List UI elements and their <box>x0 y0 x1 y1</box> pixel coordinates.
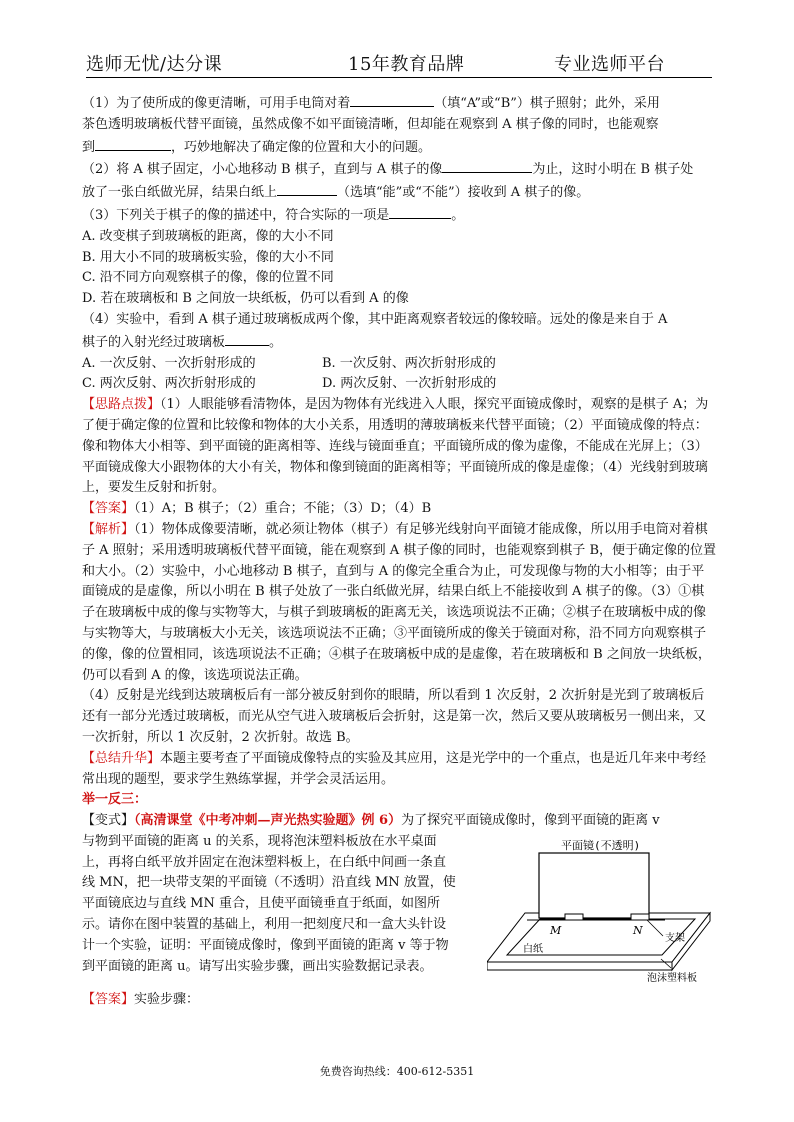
q4-option-d: D. 两次反射、一次折射形成的 <box>322 376 497 392</box>
q1-text-c: 茶色透明玻璃板代替平面镜，虽然成像不如平面镜清晰，但却能在观察到 A 棋子像的同时，也能观察 <box>82 116 659 132</box>
variant-line-4: 线 MN，把一块带支架的平面镜（不透明）沿直线 MN 放置，使 <box>82 875 456 891</box>
analysis-part-4: （4）反射是光线到达玻璃板后有一部分被反射到你的眼睛，所以看到 1 次反射，2 次折射是光到了玻璃板后还有一部分光透过玻璃板，而光从空气进入玻璃板后会折射，这是第一次，然后又要从玻璃板另一侧出来，又一次折射，所以 1 次反射，2 次折射。故选 B。 <box>82 688 707 745</box>
variant-line-5: 平面镜底边与直线 MN 重合，且使平面镜垂直于纸面，如图所 <box>82 896 440 912</box>
variant-line-6: 示。请你在图中装置的基础上，利用一把刻度尺和一盒大头针设 <box>82 917 447 933</box>
q2 <box>82 158 716 204</box>
stand-left <box>565 914 583 920</box>
answer-text: （1）A；B 棋子；（2）重合；不能；（3）D；（4）B <box>134 501 432 517</box>
stand-right <box>631 914 649 920</box>
q1-text-a: （1）为了使所成的像更清晰，可用手电筒对着 <box>82 96 351 111</box>
q3-option-c: C. 沿不同方向观察棋子的像，像的位置不同 <box>82 270 334 286</box>
q4-stem <box>82 310 716 354</box>
hint <box>82 395 716 499</box>
q1-blank-2[interactable] <box>95 136 171 151</box>
header-left: 选师无忧/达分课 <box>86 54 223 75</box>
q2-text-c: 放了一张白纸做光屏，结果白纸上 <box>82 185 278 201</box>
q2-text-b: 为止，这时小明在 B 棋子处 <box>532 162 694 178</box>
mirror-apparatus-figure <box>487 835 715 985</box>
q2-text-a: （2）将 A 棋子固定，小心地移动 B 棋子，直到与 A 棋子的像 <box>82 162 443 178</box>
footer-hotline: 免费咨询热线：400-612-5351 <box>319 1065 475 1078</box>
answer-2-text: 实验步骤： <box>134 992 200 1007</box>
header-right: 专业选师平台 <box>554 54 665 75</box>
header-center: 15年教育品牌 <box>348 54 465 75</box>
analysis-text: （1）物体成像要清晰，就必须让物体（棋子）有足够光线射向平面镜才能成像，所以用手电筒对着棋子 A 照射；采用透明玻璃板代替平面镜，能在观察到 A 棋子像的同时，也能观察到棋子 B，便于确定像的位置和大小。（2）实验中，小心地移动 B 棋子，直到与 A 的像完全重合为止，可发现像与物的大小相等；由于平面镜成的是虚像，所以小明在 B 棋子处放了一张白纸做光屏，结果白纸上不能接收到 A 棋子的像。（3）①棋子在玻璃板中成的像与实物等大，与棋子到玻璃板的距离无关，该选项说法不正确；②棋子在玻璃板中成的像与实物等大，与玻璃板大小无关，该选项说法不正确；③平面镜所成的像关于镜面对称，沿不同方向观察棋子的像，像的位置相同，该选项说法不正确；④棋子在玻璃板中成的是虚像，若在玻璃板和 B 之间放一块纸板，仍可以看到 A 的像，该选项说法正确。 <box>82 521 716 683</box>
q4-option-a: A. 一次反射、一次折射形成的 <box>82 355 256 371</box>
n-label: N <box>633 924 643 937</box>
q2-blank-1[interactable] <box>442 158 532 173</box>
q3-text-b: 。 <box>451 207 465 223</box>
q1 <box>82 92 716 158</box>
variant-line-3: 上，再将白纸平放并固定在泡沫塑料板上，在白纸中间画一条直 <box>82 854 447 870</box>
board-label: 泡沫塑料板 <box>647 973 697 984</box>
q3-text-a: （3）下列关于棋子的像的描述中，符合实际的一项是 <box>82 207 390 223</box>
m-label: M <box>550 924 562 937</box>
q1-text-b: （填“A”或“B”）棋子照射；此外，采用 <box>434 96 660 111</box>
hint-text: （1）人眼能够看清物体，是因为物体有光线进入人眼，探究平面镜成像时，观察的是棋子 A；为了便于确定像的位置和比较像和物体的大小关系，用透明的薄玻璃板来代替平面镜；（2）平面镜成像的特点：像和物体大小相等、到平面镜的距离相等、连线与镜面垂直；平面镜所成的像为虚像，不能成在光屏上；（3）平面镜成像大小跟物体的大小有关，物体和像到镜面的距离相等；平面镜所成的像是虚像；（4）光线射到玻璃上，要发生反射和折射。 <box>82 397 709 496</box>
analysis <box>82 520 716 686</box>
paper-label: 白纸 <box>523 944 543 955</box>
q1-blank-1[interactable] <box>350 92 434 107</box>
summary-label: 【总结升华】 <box>82 750 161 766</box>
variant-line-7: 计一个实验，证明：平面镜成像时，像到平面镜的距离 v 等于物 <box>82 937 449 953</box>
variant-label: 【变式】 <box>82 813 135 829</box>
section-title: 举一反三： <box>82 792 148 808</box>
header-rule <box>86 77 712 78</box>
q4-options-row-1 <box>82 354 716 375</box>
variant-line-8: 到平面镜的距离 u。请写出实验步骤，画出实验数据记录表。 <box>82 958 433 974</box>
q4-blank[interactable] <box>225 331 269 346</box>
q3-blank[interactable] <box>389 204 451 219</box>
hint-label: 【思路点拨】 <box>82 397 161 413</box>
q2-text-d: （选填“能”或“不能”）接收到 A 棋子的像。 <box>337 185 590 201</box>
q4-option-b: B. 一次反射、两次折射形成的 <box>322 355 496 371</box>
q3-option-b: B. 用大小不同的玻璃板实验，像的大小不同 <box>82 249 334 265</box>
q3-option-d: D. 若在玻璃板和 B 之间放一块纸板，仍可以看到 A 的像 <box>82 291 409 307</box>
mirror-label: 平面镜(不透明) <box>561 839 641 852</box>
q2-blank-2[interactable] <box>277 181 337 196</box>
q4-text-a: （4）实验中，看到 A 棋子通过玻璃板成两个像，其中距离观察者较远的像较暗。远处的像是来自于 A <box>82 311 668 327</box>
q1-text-d: 到 <box>82 139 96 155</box>
q1-text-e: ，巧妙地解决了确定像的位置和大小的问题。 <box>171 139 432 155</box>
variant-source: （高清课堂《中考冲刺—声光热实验题》例 6） <box>134 813 402 829</box>
answer <box>82 499 716 520</box>
page-header <box>86 48 712 78</box>
q4-options-row-2 <box>82 374 716 395</box>
analysis-label: 【解析】 <box>82 521 135 537</box>
foam-board-front <box>487 962 672 970</box>
summary-text: 本题主要考查了平面镜成像特点的实验及其应用，这是光学中的一个重点，也是近几年来中考经常出现的题型，要求学生熟练掌握，并学会灵活运用。 <box>82 750 707 787</box>
variant-text-1: 为了探究平面镜成像时，像到平面镜的距离 v <box>401 813 660 829</box>
apparatus-diagram <box>487 835 715 985</box>
q4-option-c: C. 两次反射、两次折射形成的 <box>82 376 256 392</box>
variant-line-1 <box>82 811 716 832</box>
summary <box>82 749 716 791</box>
answer-2 <box>82 988 199 1007</box>
q3-option-a: A. 改变棋子到玻璃板的距离，像的大小不同 <box>82 228 334 244</box>
variant-line-2: 与物到平面镜的距离 u 的关系，现将泡沫塑料板放在水平桌面 <box>82 833 437 849</box>
q3-stem <box>82 204 716 227</box>
q4-text-c: 。 <box>269 334 283 350</box>
stand-label: 支架 <box>665 933 685 944</box>
answer-label: 【答案】 <box>82 501 135 517</box>
q4-text-b: 棋子的入射光经过玻璃板 <box>82 334 226 350</box>
mirror <box>539 853 649 918</box>
answer-2-label: 【答案】 <box>82 992 135 1007</box>
